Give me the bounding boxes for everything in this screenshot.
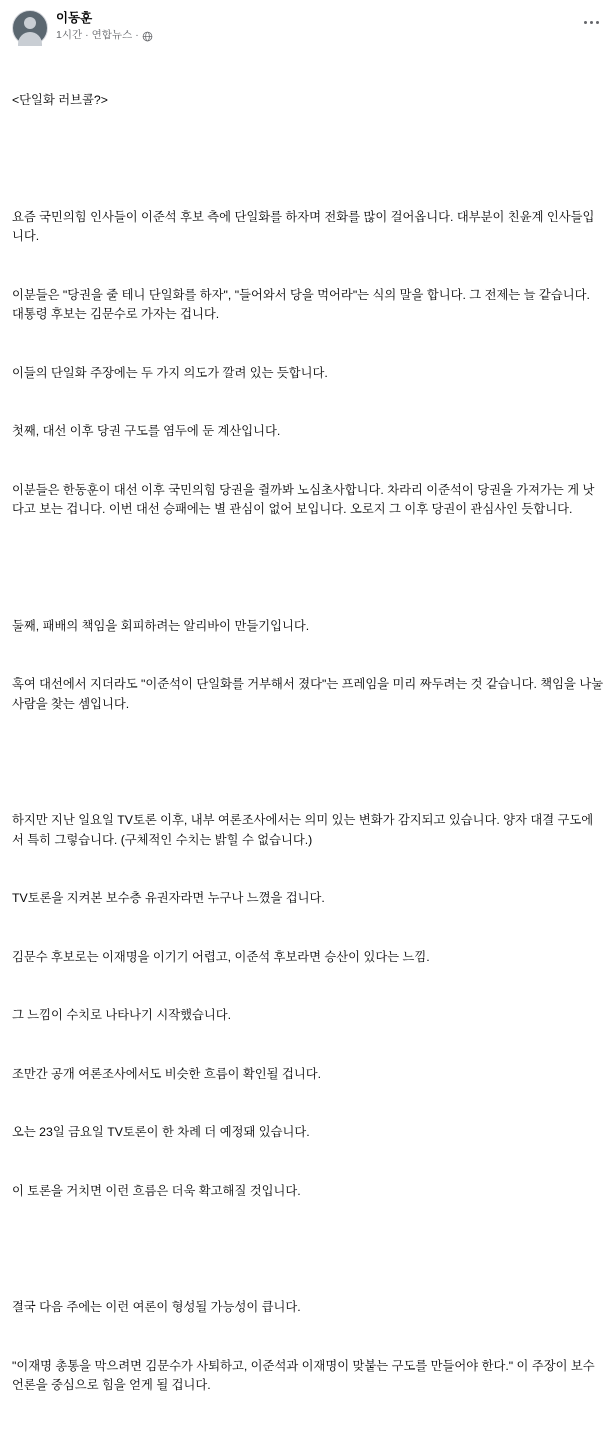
ellipsis-dot-3 <box>596 21 599 24</box>
avatar-body-shape <box>18 32 42 46</box>
paragraph-spacer <box>12 1240 604 1259</box>
globe-icon <box>142 31 153 42</box>
ellipsis-icon[interactable] <box>578 12 604 32</box>
paragraph-spacer <box>12 753 604 772</box>
meta-separator-1: · <box>85 29 89 41</box>
post-paragraph: 이분들은 "당권을 줄 테니 단일화를 하자", "들어와서 당을 먹어라"는 식의 말을 합니다. 그 전제는 늘 같습니다. 대통령 후보는 김문수로 가자는 겁니다. <box>12 287 594 321</box>
avatar-head-shape <box>24 17 36 29</box>
paragraph-spacer <box>12 559 604 578</box>
post-header-text <box>56 10 153 42</box>
post-source[interactable]: 연합뉴스 <box>91 29 133 41</box>
avatar[interactable] <box>12 10 48 46</box>
post-paragraph: 하지만 지난 일요일 TV토론 이후, 내부 여론조사에서는 의미 있는 변화가 감지되고 있습니다. 양자 대결 구도에서 특히 그렇습니다. (구체적인 수치는 밝힐 수 없습니다.) <box>12 813 594 847</box>
post-paragraph: TV토론을 지켜본 보수층 유권자라면 누구나 느꼈을 겁니다. <box>12 891 325 905</box>
post-meta <box>56 28 153 42</box>
post-paragraph: 결국 다음 주에는 이런 여론이 형성될 가능성이 큽니다. <box>12 1300 301 1314</box>
post-paragraph: "이재명 총통을 막으려면 김문수가 사퇴하고, 이준석과 이재명이 맞붙는 구도를 만들어야 한다." 이 주장이 보수 언론을 중심으로 힘을 얻게 될 겁니다. <box>12 1358 599 1392</box>
meta-separator-2: · <box>135 29 139 41</box>
paragraph-spacer <box>12 150 604 169</box>
post-paragraph: <단일화 러브콜?> <box>12 93 108 107</box>
post-paragraph: 김문수 후보로는 이재명을 이기기 어렵고, 이준석 후보라면 승산이 있다는 느낌. <box>12 949 430 964</box>
post-paragraph: 오는 23일 금요일 TV토론이 한 차례 더 예정돼 있습니다. <box>12 1125 310 1139</box>
post-paragraph: 그 느낌이 수치로 나타나기 시작했습니다. <box>12 1008 232 1022</box>
post-paragraph: 조만간 공개 여론조사에서도 비슷한 흐름이 확인될 겁니다. <box>12 1066 322 1081</box>
author-name[interactable]: 이동훈 <box>56 11 93 25</box>
ellipsis-dot-2 <box>590 21 593 24</box>
post-paragraph: 이 토론을 거치면 이런 흐름은 더욱 확고해질 것입니다. <box>12 1183 301 1198</box>
post-paragraph: 이분들은 한동훈이 대선 이후 국민의힘 당권을 쥘까봐 노심초사합니다. 차라리 이준석이 당권을 가져가는 게 낫다고 보는 겁니다. 이번 대선 승패에는 별 관심이 없어 보입니다. 오로지 그 이후 당권이 관심사인 듯합니다. <box>12 482 595 516</box>
ellipsis-dot-1 <box>584 21 587 24</box>
post-paragraph: 첫째, 대선 이후 당권 구도를 염두에 둔 계산입니다. <box>12 424 281 438</box>
post-header <box>0 0 616 50</box>
post-paragraph: 요즘 국민의힘 인사들이 이준석 후보 측에 단일화를 하자며 전화를 많이 걸어옵니다. 대부분이 친윤계 인사들입니다. <box>12 209 595 243</box>
post-paragraph: 둘째, 패배의 책임을 회피하려는 알리바이 만들기입니다. <box>12 618 310 633</box>
post-body <box>0 50 616 1445</box>
post-paragraph: 이들의 단일화 주장에는 두 가지 의도가 깔려 있는 듯합니다. <box>12 365 328 380</box>
post-paragraph: 혹여 대선에서 지더라도 "이준석이 단일화를 거부해서 졌다"는 프레임을 미리 짜두려는 것 같습니다. 책임을 나눌 사람을 찾는 셈입니다. <box>12 677 607 711</box>
author-row <box>56 11 153 26</box>
post-timestamp[interactable]: 1시간 <box>56 29 83 41</box>
